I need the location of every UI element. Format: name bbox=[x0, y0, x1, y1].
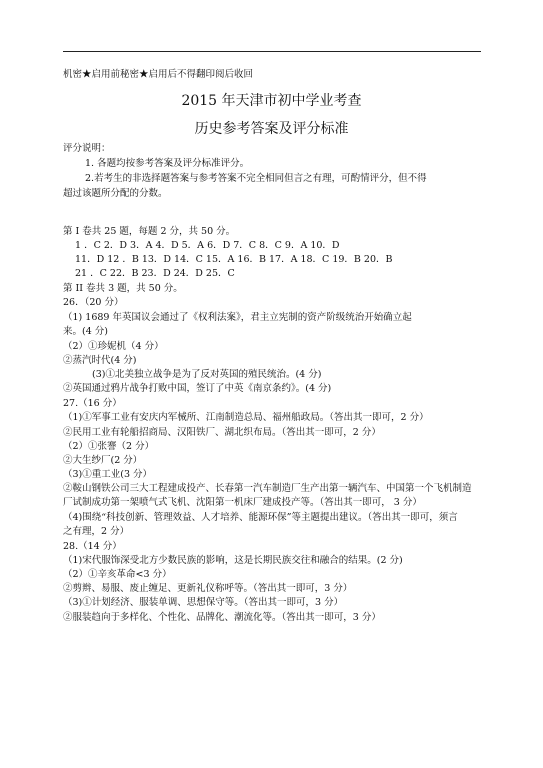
q26-answer-1: （1) 1689 年英国议会通过了《权利法案》，君主立宪制的资产阶级统治开始确立起 bbox=[63, 312, 412, 323]
q26-title: 26．（20 分） bbox=[63, 297, 124, 308]
q26-answer-1-cont: 来。(4 分) bbox=[63, 326, 108, 337]
document-subtitle: 历史参考答案及评分标准 bbox=[194, 121, 349, 137]
q26-answer-2a: （2）①珍妮机（4 分） bbox=[63, 341, 164, 352]
q27-answer-2b: ②大生纱厂(2 分） bbox=[63, 455, 143, 466]
q27-answer-3a: （3)①重工业(3 分） bbox=[63, 469, 153, 480]
q27-answer-4: （4)围绕“科技创新、管理效益、人才培养、能源环保”等主题提出建议。（答出其一即可，须言 bbox=[63, 512, 458, 523]
part1-answers-row-3: 21 ．C 22．B 23．D 24．D 25．C bbox=[75, 268, 235, 279]
q27-title: 27.（16 分） bbox=[63, 398, 122, 409]
q27-answer-4-cont: 之有理，2 分） bbox=[63, 526, 130, 537]
q28-title: 28.（14 分） bbox=[63, 541, 122, 552]
q27-answer-1b: ②民用工业有轮船招商局、汉阳铁厂、湖北织布局。（答出其一即可，2 分） bbox=[63, 427, 381, 438]
top-rule bbox=[63, 51, 481, 52]
scoring-note-2: 2.若考生的非选择题答案与参考答案不完全相同但言之有理，可酌情评分，但不得 bbox=[85, 173, 427, 184]
q27-answer-1a: （1)①军事工业有安庆内军械所、江南制造总局、福州船政局。（答出其一即可，2 分） bbox=[63, 412, 429, 423]
scoring-note-1: 1. 各题均按参考答案及评分标准评分。 bbox=[85, 158, 250, 169]
q26-answer-2b: ②蒸汽时代(4 分) bbox=[63, 355, 137, 366]
part1-heading: 第 I 卷共 25 题，每题 2 分，共 50 分。 bbox=[63, 226, 236, 237]
q28-answer-1: （1)宋代服饰深受北方少数民族的影响，这是长期民族交往和融合的结果。(2 分) bbox=[63, 555, 403, 566]
confidentiality-line: 机密★启用前秘密★启用后不得翻印阅后收回 bbox=[63, 69, 254, 80]
q28-answer-3a: （3)①计划经济、服装单调、思想保守等。（答出其一即可，3 分） bbox=[63, 597, 344, 608]
scoring-note-2-cont: 超过该题所分配的分数。 bbox=[63, 188, 168, 199]
part1-answers-row-1: 1 ．C 2．D 3．A 4．D 5．A 6．D 7．C 8．C 9．A 10．D bbox=[75, 240, 340, 251]
part2-heading: 第 II 卷共 3 题，共 50 分。 bbox=[63, 283, 183, 294]
q27-answer-2a: （2）①张謇（2 分） bbox=[63, 441, 155, 452]
part1-answers-row-2: 11．D 12 ．B 13．D 14．C 15．A 16．B 17．A 18．C 19．B 20．B bbox=[75, 254, 393, 265]
q27-answer-3b: ②鞍山钢铁公司三大工程建成投产、长春第一汽车制造厂生产出第一辆汽车、中国第一个飞机制造 bbox=[63, 483, 472, 494]
q26-answer-3a: (3)①北美独立战争是为了反对英国的殖民统治。(4 分) bbox=[92, 369, 322, 380]
scoring-notes-heading: 评分说明： bbox=[63, 143, 111, 154]
q28-answer-2b: ②剪辫、易服、废止缠足、更新礼仪称呼等。（答出其一即可，3 分） bbox=[63, 583, 353, 594]
q26-answer-3b: ②英国通过鸦片战争打败中国，签订了中英《南京条约》。(4 分) bbox=[63, 383, 332, 394]
q28-answer-2a: （2）①辛亥革命<3 分） bbox=[63, 569, 172, 580]
q28-answer-3b: ②服装趋向于多样化、个性化、品牌化、潮流化等。（答出其一即可，3 分） bbox=[63, 612, 381, 623]
q27-answer-3b-cont: 厂试制成功第一架喷气式飞机、沈阳第一机床厂建成投产等。（答出其一即可， 3 分） bbox=[63, 497, 422, 508]
document-title: 2015 年天津市初中学业考查 bbox=[181, 93, 362, 109]
